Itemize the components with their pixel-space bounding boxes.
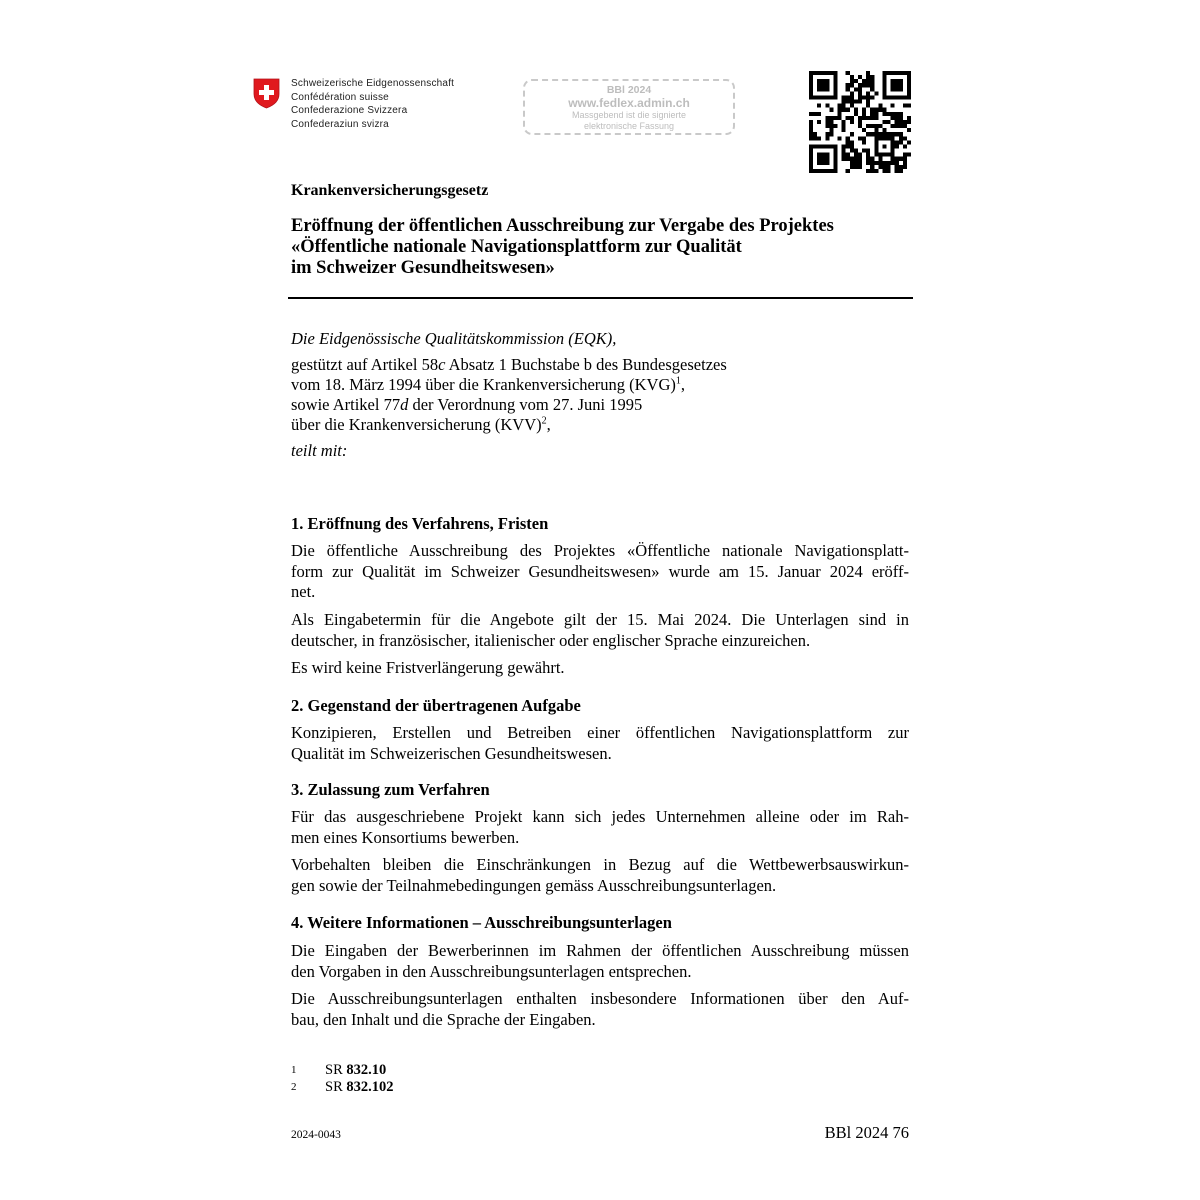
page-reference: BBl 2024 76 bbox=[824, 1123, 909, 1142]
footnote-ref[interactable]: 1 bbox=[675, 375, 681, 387]
footnote-prefix: SR bbox=[325, 1062, 347, 1078]
section-3-paragraph-1 bbox=[291, 807, 909, 848]
swiss-cross-icon bbox=[253, 78, 280, 109]
footnote-sr-link[interactable]: 832.102 bbox=[346, 1079, 394, 1095]
preamble-legal-basis bbox=[291, 355, 911, 435]
preamble-text: gestützt auf Artikel 58 bbox=[291, 355, 439, 374]
text-line: Für das ausgeschriebene Projekt kann sich jedes Unternehmen alleine oder im Rah- bbox=[291, 807, 909, 826]
preamble-letter: c bbox=[438, 355, 446, 374]
text-line: den Vorgaben in den Ausschreibungsunterlagen entsprechen. bbox=[291, 961, 692, 981]
stamp-line-4: elektronische Fassung bbox=[583, 121, 675, 131]
text-line: Die öffentliche Ausschreibung des Projektes «Öffentliche nationale Navigationsplatt- bbox=[291, 541, 909, 560]
text-line: gen sowie der Teilnahmebedingungen gemäss Ausschreibungsunterlagen. bbox=[291, 875, 777, 895]
section-1-heading: 1. Eröffnung des Verfahrens, Fristen bbox=[291, 514, 549, 533]
stamp-line-1: BBl 2024 bbox=[606, 84, 652, 96]
preamble-text: , bbox=[546, 415, 551, 434]
section-1-paragraph-1 bbox=[291, 541, 909, 603]
section-1-paragraph-2 bbox=[291, 610, 909, 651]
text-line: Als Eingabetermin für die Angebote gilt der 15. Mai 2024. Die Unterlagen sind in bbox=[291, 610, 909, 629]
preamble-closing: teilt mit: bbox=[291, 441, 348, 460]
text-line: Es wird keine Fristverlängerung gewährt. bbox=[291, 658, 565, 677]
title-divider bbox=[288, 297, 913, 299]
preamble-line-2 bbox=[291, 375, 911, 395]
preamble-text: , bbox=[680, 375, 686, 394]
preamble-text: vom 18. März 1994 über die Krankenversicherung (KVG) bbox=[291, 375, 676, 394]
text-line: Qualität im Schweizerischen Gesundheitswesen. bbox=[291, 743, 612, 763]
footnote-2 bbox=[291, 1079, 394, 1096]
footnote-sr-link[interactable]: 832.10 bbox=[346, 1062, 387, 1078]
preamble-line-1 bbox=[291, 355, 911, 375]
document-title bbox=[291, 216, 931, 279]
footnote-prefix: SR bbox=[325, 1079, 347, 1095]
preamble-letter: d bbox=[400, 395, 409, 414]
section-2-heading: 2. Gegenstand der übertragenen Aufgabe bbox=[291, 696, 581, 715]
footnote-ref[interactable]: 2 bbox=[541, 415, 547, 427]
title-line-2: «Öffentliche nationale Navigationsplattform zur Qualität bbox=[291, 237, 742, 257]
text-line: net. bbox=[291, 582, 316, 601]
document-id: 2024-0043 bbox=[291, 1129, 341, 1141]
act-title: Krankenversicherungsgesetz bbox=[291, 182, 489, 199]
text-line: Konzipieren, Erstellen und Betreiben einer öffentlichen Navigationsplattform zur bbox=[291, 723, 909, 742]
preamble-text: der Verordnung vom 27. Juni 1995 bbox=[408, 395, 643, 414]
text-line: deutscher, in französischer, italienischer oder englischer Sprache einzureichen. bbox=[291, 630, 811, 650]
preamble-text: über die Krankenversicherung (KVV) bbox=[291, 415, 542, 434]
title-line-1: Eröffnung der öffentlichen Ausschreibung zur Vergabe des Projektes bbox=[291, 216, 834, 236]
section-4-paragraph-1 bbox=[291, 941, 909, 982]
fedlex-stamp bbox=[523, 79, 735, 135]
confederation-names bbox=[291, 77, 454, 131]
section-3-heading: 3. Zulassung zum Verfahren bbox=[291, 780, 490, 799]
text-line: Die Eingaben der Bewerberinnen im Rahmen der öffentlichen Ausschreibung müssen bbox=[291, 941, 909, 960]
confederation-fr: Confédération suisse bbox=[291, 91, 389, 103]
preamble-authority: Die Eidgenössische Qualitätskommission (EQK), bbox=[291, 329, 617, 348]
confederation-rm: Confederaziun svizra bbox=[291, 118, 389, 130]
section-4-heading: 4. Weitere Informationen – Ausschreibungsunterlagen bbox=[291, 913, 672, 932]
preamble-line-4 bbox=[291, 415, 911, 435]
text-line: form zur Qualität im Schweizer Gesundheitswesen» wurde am 15. Januar 2024 eröff- bbox=[291, 561, 909, 581]
preamble-line-3 bbox=[291, 395, 911, 415]
text-line: men eines Konsortiums bewerben. bbox=[291, 827, 520, 847]
footnote-1 bbox=[291, 1062, 386, 1079]
preamble-text: sowie Artikel 77 bbox=[291, 395, 401, 414]
title-line-3: im Schweizer Gesundheitswesen» bbox=[291, 258, 555, 278]
qr-code-icon bbox=[809, 71, 911, 173]
confederation-de: Schweizerische Eidgenossenschaft bbox=[291, 78, 455, 89]
text-line: Die Ausschreibungsunterlagen enthalten insbesondere Informationen über den Auf- bbox=[291, 989, 909, 1008]
section-2-paragraph-1 bbox=[291, 723, 909, 764]
stamp-line-3: Massgebend ist die signierte bbox=[571, 110, 687, 120]
footnote-number: 2 bbox=[291, 1081, 297, 1093]
text-line: bau, den Inhalt und die Sprache der Eingaben. bbox=[291, 1009, 596, 1029]
confederation-it: Confederazione Svizzera bbox=[291, 105, 408, 116]
section-4-paragraph-2 bbox=[291, 989, 909, 1030]
preamble-text: Absatz 1 Buchstabe b des Bundesgesetzes bbox=[445, 355, 727, 374]
section-3-paragraph-2 bbox=[291, 855, 909, 896]
stamp-line-2: www.fedlex.admin.ch bbox=[568, 96, 690, 110]
footnote-number: 1 bbox=[291, 1064, 297, 1076]
section-1-paragraph-3 bbox=[291, 658, 909, 679]
text-line: Vorbehalten bleiben die Einschränkungen in Bezug auf die Wettbewerbsauswirkun- bbox=[291, 855, 909, 874]
